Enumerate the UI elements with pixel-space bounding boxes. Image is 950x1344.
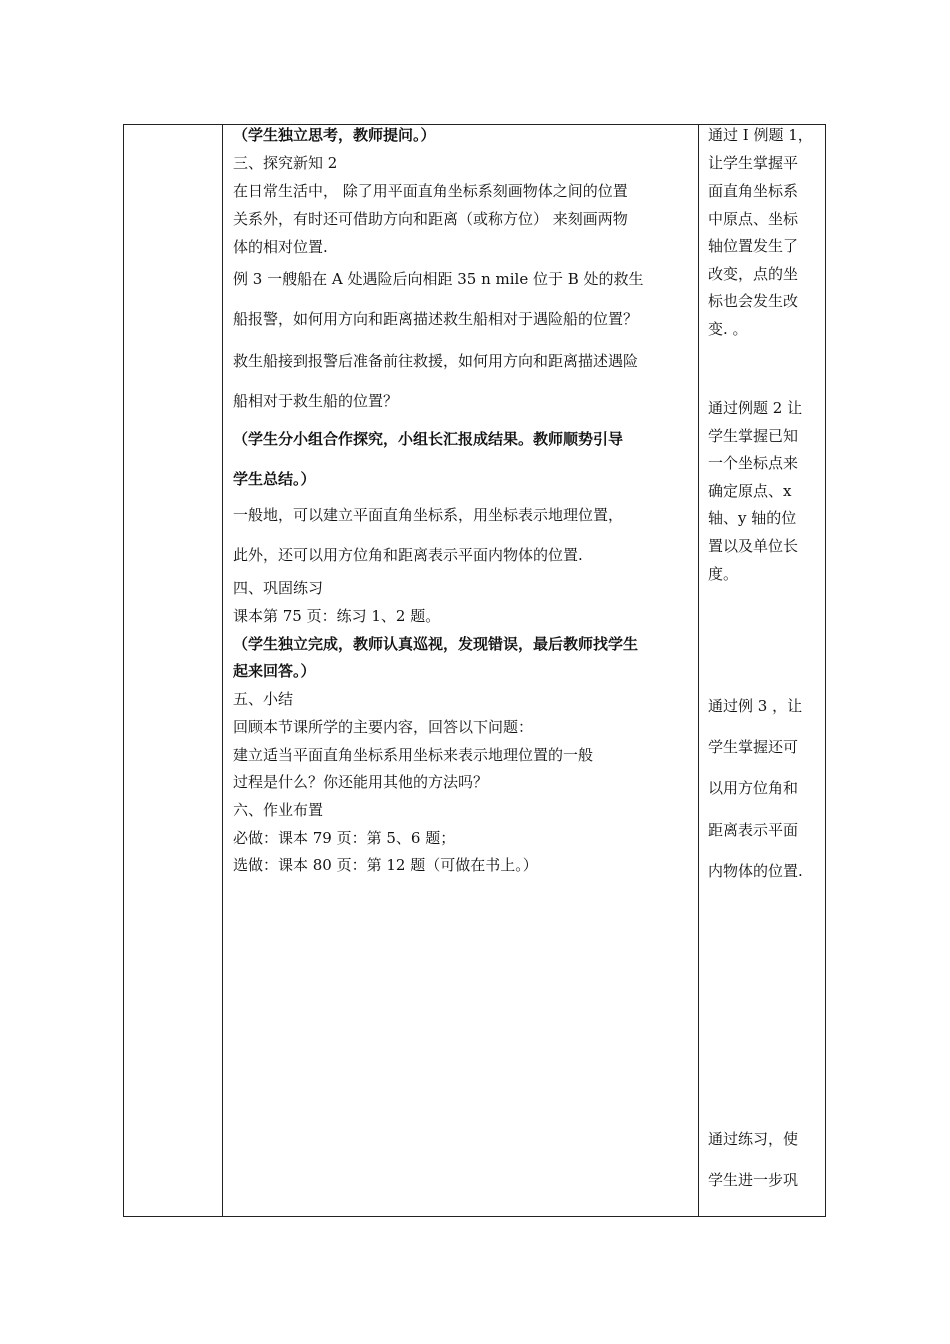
main-line: 课本第 75 页：练习 1、2 题。: [233, 607, 441, 625]
main-line: 关系外，有时还可借助方向和距离（或称方位） 来刻画两物: [233, 210, 628, 228]
side-line: 度。: [708, 565, 739, 583]
main-line: 建立适当平面直角坐标系用坐标来表示地理位置的一般: [233, 746, 594, 764]
side-line: 通过例 3 ，让: [708, 697, 803, 715]
side-line: 置以及单位长: [708, 537, 799, 555]
side-line: 距离表示平面: [708, 821, 799, 839]
side-line: 一个坐标点来: [708, 454, 799, 472]
side-line: 变. 。: [708, 320, 748, 338]
main-line: 学生总结。）: [233, 470, 316, 488]
section-heading: 三、探究新知 2: [233, 154, 338, 172]
main-line: 救生船接到报警后准备前往救援，如何用方向和距离描述遇险: [233, 352, 639, 370]
side-line: 轴、y 轴的位: [708, 509, 797, 527]
side-line: 轴位置发生了: [708, 237, 799, 255]
main-line: 体的相对位置.: [233, 238, 328, 256]
side-line: 确定原点、x: [708, 482, 792, 500]
main-line: （学生分小组合作探究，小组长汇报成结果。教师顺势引导: [233, 430, 624, 448]
main-line: 船报警，如何用方向和距离描述救生船相对于遇险船的位置？: [233, 310, 639, 328]
section-heading: 四、巩固练习: [233, 579, 324, 597]
main-line: 起来回答。）: [233, 662, 316, 680]
main-line: 必做：课本 79 页：第 5、6 题；: [233, 829, 456, 847]
side-line: 通过例题 2 让: [708, 399, 803, 417]
section-heading: 六、作业布置: [233, 801, 324, 819]
main-line: 船相对于救生船的位置？: [233, 392, 399, 410]
main-line: （学生独立思考，教师提问。）: [233, 126, 436, 144]
side-line: 学生掌握还可: [708, 738, 799, 756]
side-line: 学生掌握已知: [708, 427, 799, 445]
main-line: 一般地，可以建立平面直角坐标系，用坐标表示地理位置，: [233, 506, 624, 524]
side-line: 以用方位角和: [708, 779, 799, 797]
main-line: 选做：课本 80 页：第 12 题（可做在书上。）: [233, 856, 538, 874]
side-line: 通过练习，使: [708, 1130, 799, 1148]
main-line: 例 3 一艘船在 A 处遇险后向相距 35 n mile 位于 B 处的救生: [233, 270, 644, 288]
side-line: 让学生掌握平: [708, 154, 799, 172]
column-divider-left: [222, 125, 223, 1216]
side-line: 改变，点的坐: [708, 265, 799, 283]
side-line: 中原点、坐标: [708, 210, 799, 228]
main-line: 回顾本节课所学的主要内容，回答以下问题：: [233, 718, 534, 736]
main-line: 此外，还可以用方位角和距离表示平面内物体的位置.: [233, 546, 583, 564]
side-line: 面直角坐标系: [708, 182, 799, 200]
main-line: 在日常生活中， 除了用平面直角坐标系刻画物体之间的位置: [233, 182, 628, 200]
side-line: 学生进一步巩: [708, 1171, 799, 1189]
main-line: 过程是什么？你还能用其他的方法吗？: [233, 773, 489, 791]
section-heading: 五、小结: [233, 690, 294, 708]
side-line: 内物体的位置.: [708, 862, 803, 880]
side-line: 标也会发生改: [708, 292, 799, 310]
main-line: （学生独立完成，教师认真巡视，发现错误，最后教师找学生: [233, 635, 639, 653]
side-line: 通过 I 例题 1，: [708, 126, 813, 144]
column-divider-right: [698, 125, 699, 1216]
